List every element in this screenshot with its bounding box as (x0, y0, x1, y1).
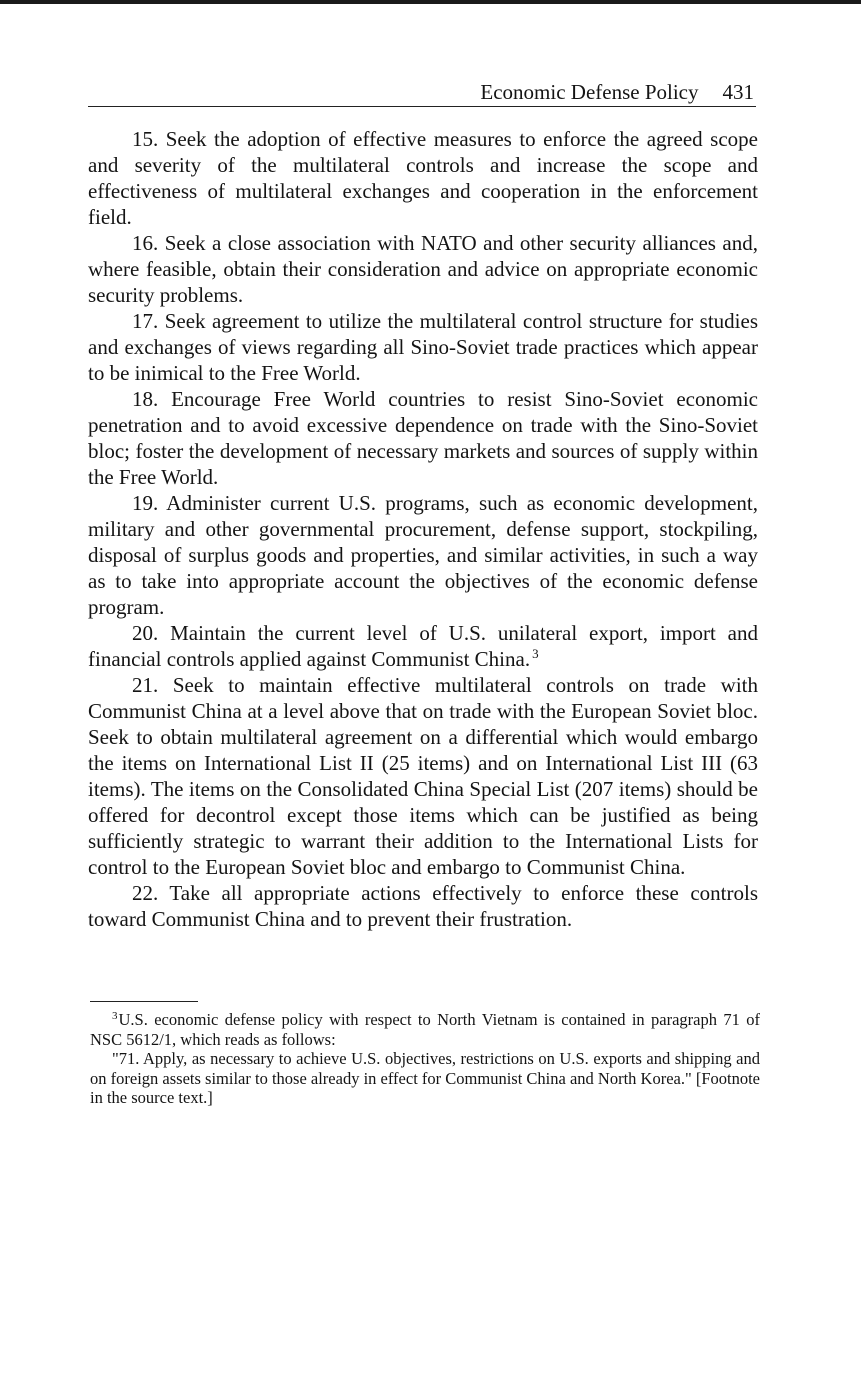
page-top-edge (0, 0, 861, 4)
body-text (88, 126, 758, 932)
paragraph-18: 18. Encourage Free World countries to resist Sino-Soviet economic penetration and to avoid excessive dependence on trade with the Sino-Soviet bloc; foster the development of necessary markets and sources of supply within the Free World. (88, 387, 758, 489)
paragraph-15: 15. Seek the adoption of effective measures to enforce the agreed scope and severity of the multilateral controls and increase the scope and effectiveness of multilateral exchanges and cooperation in the enforcement field. (88, 127, 758, 229)
page-number: 431 (722, 80, 754, 104)
paragraph-20 (88, 620, 758, 672)
footnote-divider (90, 1001, 198, 1002)
footnotes (90, 1010, 760, 1108)
footnote-3 (90, 1010, 760, 1049)
paragraph-21: 21. Seek to maintain effective multilateral controls on trade with Communist China at a level above that on trade with the European Soviet bloc. Seek to obtain multilateral agreement on a differential which would embargo the items on International List II (25 items) and on International List III (63 items). The items on the Consolidated China Special List (207 items) should be offered for decontrol except those items which can be justified as being sufficiently strategic to warrant their addition to the International Lists for control to the European Soviet bloc and embargo to Communist China. (88, 673, 758, 879)
footnote-3-quote (90, 1049, 760, 1108)
header-right (480, 78, 754, 106)
paragraph-19: 19. Administer current U.S. programs, such as economic development, military and other governmental procurement, defense support, stockpiling, disposal of surplus goods and properties, and similar activities, in such a way as to take into appropriate account the objectives of the economic defense program. (88, 491, 758, 619)
running-header (88, 78, 756, 107)
footnote-reference-3: 3 (532, 646, 539, 661)
paragraph-16: 16. Seek a close association with NATO and other security alliances and, where feasible, obtain their consideration and advice on appropriate economic security problems. (88, 231, 758, 307)
paragraph-22: 22. Take all appropriate actions effectively to enforce these controls toward Communist China and to prevent their frustration. (88, 881, 758, 931)
footnote-3-text: U.S. economic defense policy with respect to North Vietnam is contained in paragraph 71 of NSC 5612/1, which reads as follows: (90, 1010, 760, 1049)
paragraph-20-text: 20. Maintain the current level of U.S. unilateral export, import and financial controls applied against Communist China. (88, 621, 758, 671)
footnote-3-quote-text: "71. Apply, as necessary to achieve U.S. objectives, restrictions on U.S. exports and shipping and on foreign assets similar to those already in effect for Communist China and North Korea." [Footnote in the source text.] (90, 1049, 760, 1107)
paragraph-17: 17. Seek agreement to utilize the multilateral control structure for studies and exchanges of views regarding all Sino-Soviet trade practices which appear to be inimical to the Free World. (88, 309, 758, 385)
footnote-3-mark: 3 (112, 1009, 118, 1022)
running-title: Economic Defense Policy (480, 80, 699, 104)
